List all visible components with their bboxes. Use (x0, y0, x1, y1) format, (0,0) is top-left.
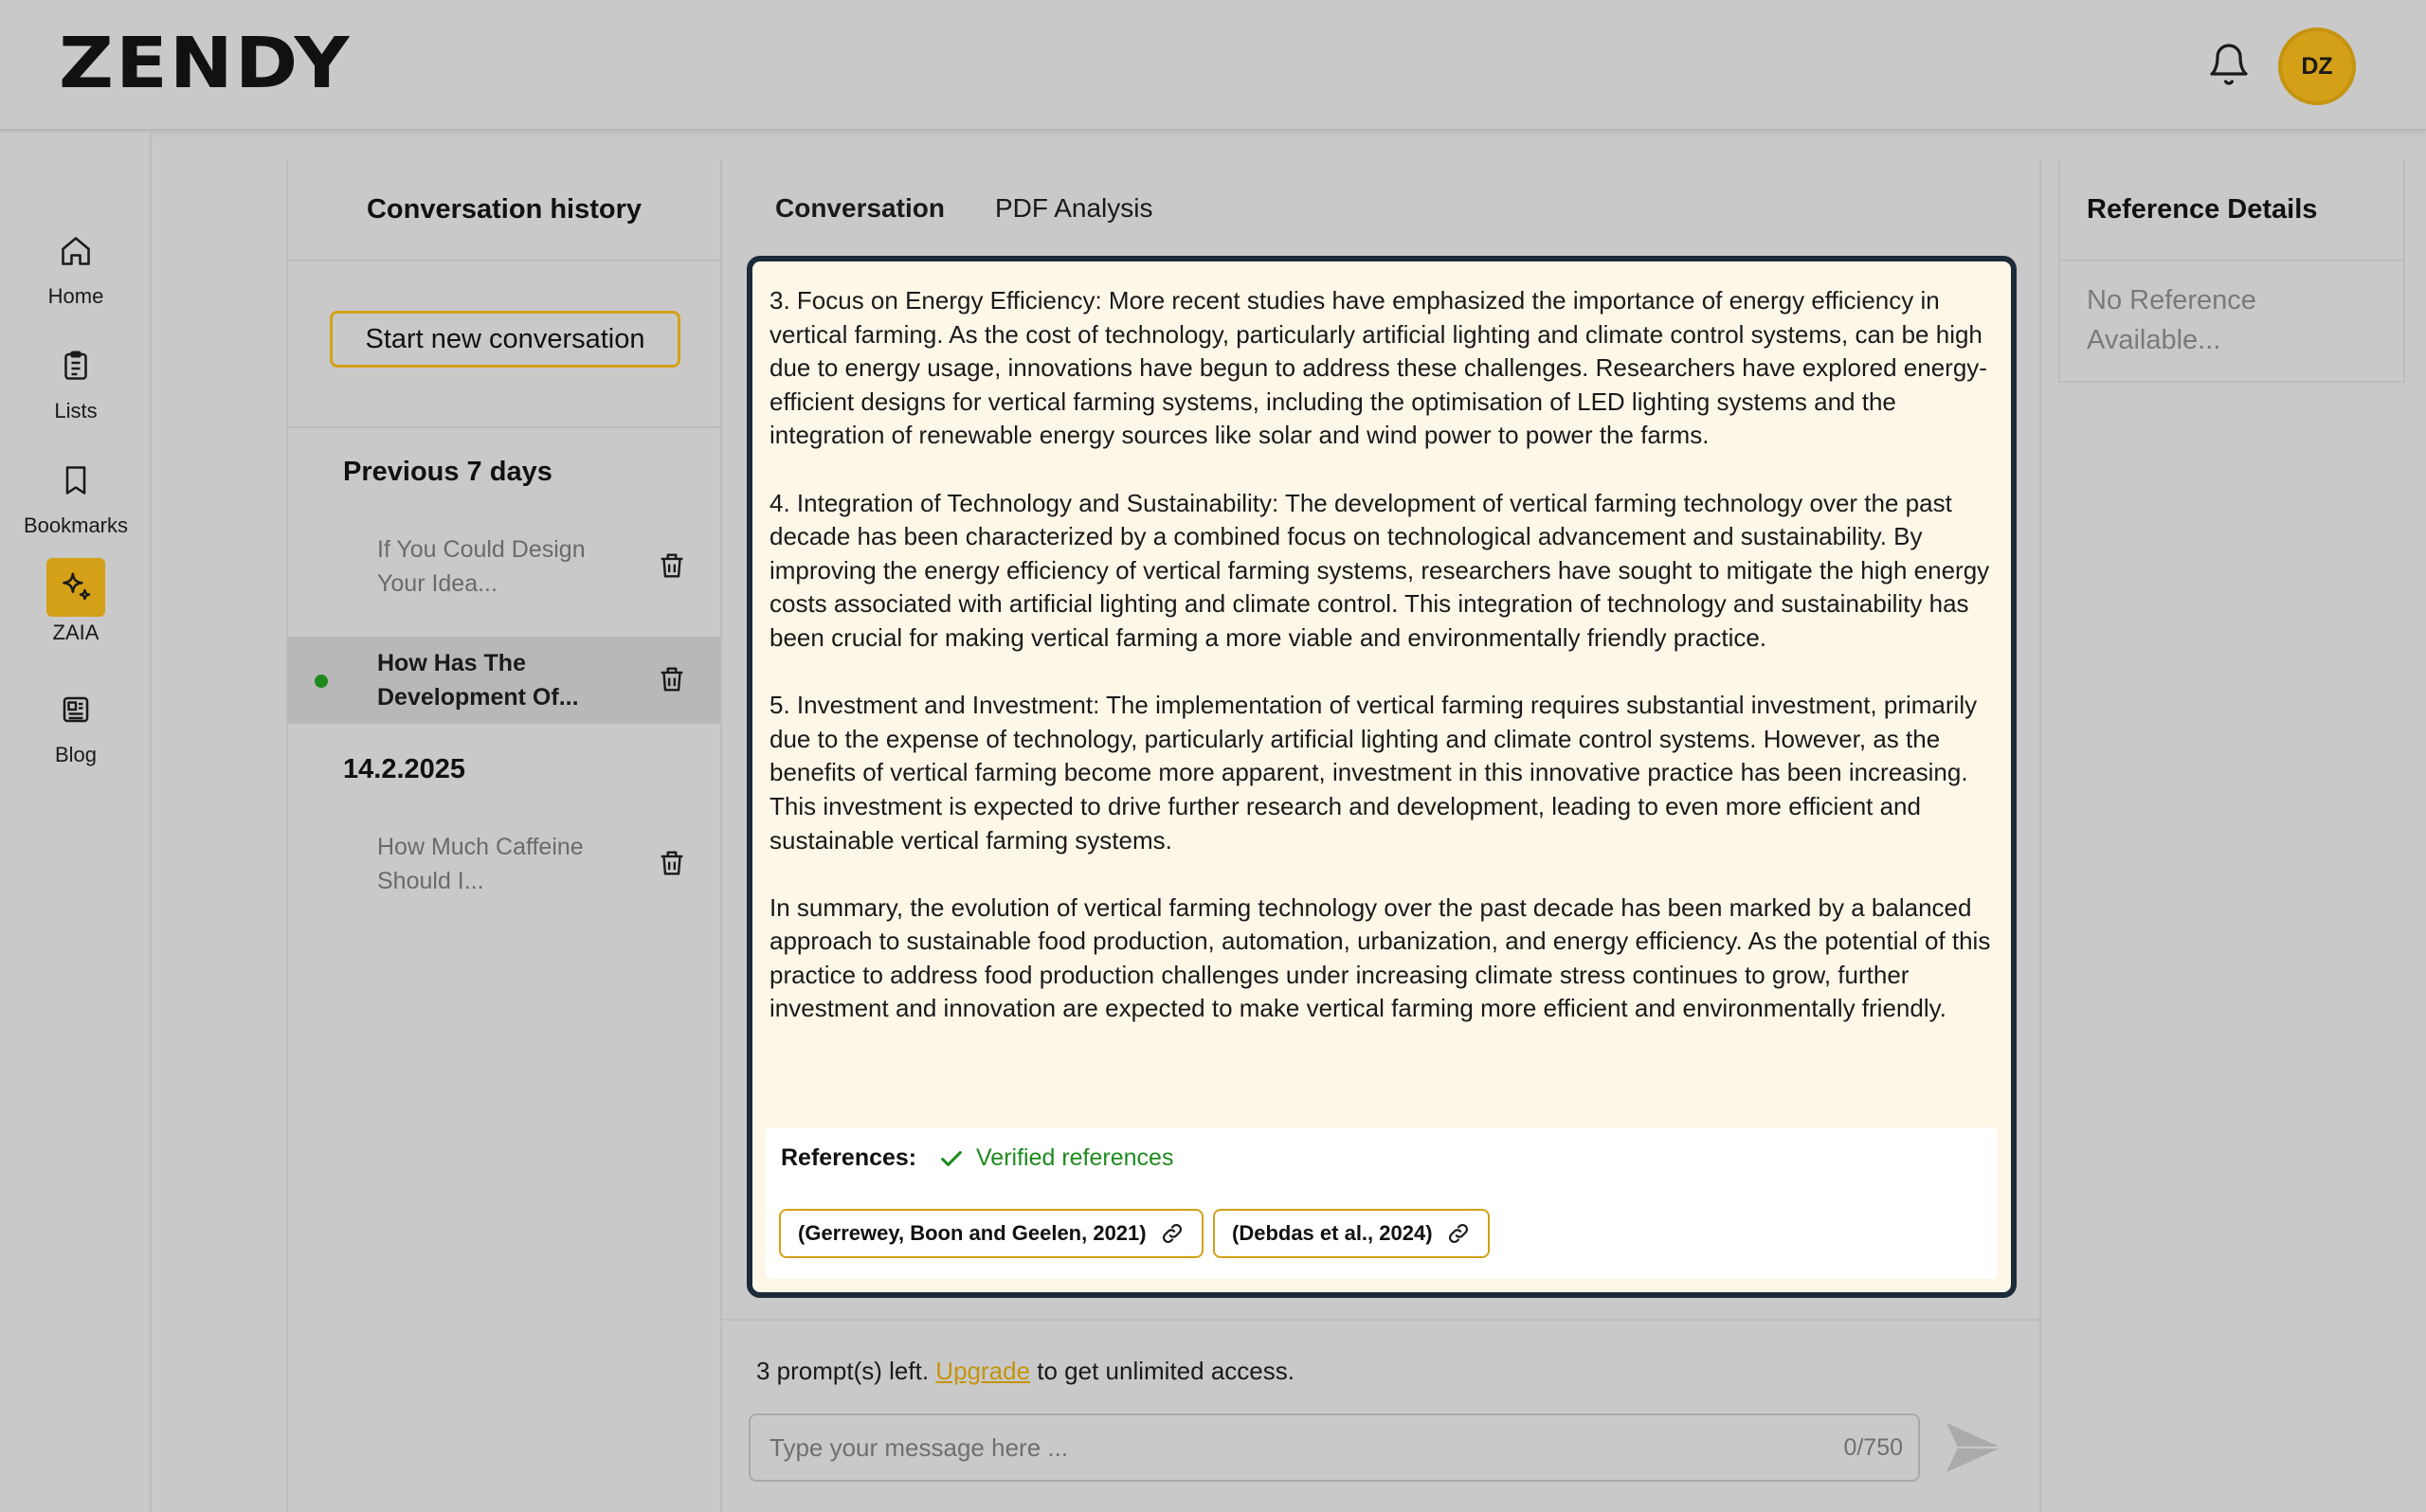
message-text (769, 284, 2001, 1060)
nav-label: Bookmarks (23, 513, 129, 537)
no-reference-text: No Reference Available... (2087, 285, 2256, 355)
prompts-left-suffix: to get unlimited access. (1037, 1357, 1294, 1385)
bell-icon[interactable] (2206, 42, 2252, 87)
conversation-tabs (722, 159, 2039, 261)
history-title: Conversation history (288, 159, 720, 261)
reference-chip[interactable] (1213, 1209, 1490, 1258)
assistant-message-card (747, 256, 2017, 1298)
nav-label: ZAIA (52, 621, 100, 644)
references-label: References: (781, 1144, 917, 1171)
message-input[interactable] (751, 1415, 1793, 1480)
new-conversation-section (288, 261, 720, 428)
group-title: Previous 7 days (343, 457, 552, 487)
verified-label: Verified references (976, 1144, 1174, 1171)
message-input-wrapper (749, 1413, 1920, 1482)
group-title: 14.2.2025 (343, 754, 466, 784)
prompts-left-notice (756, 1357, 1294, 1386)
zendy-logo[interactable]: ZENDY (59, 23, 352, 104)
nav-item-zaia[interactable] (0, 558, 152, 662)
top-bar (0, 0, 2426, 131)
prompts-left-text: 3 prompt(s) left. (756, 1357, 930, 1385)
link-icon (1160, 1221, 1185, 1246)
nav-label: Home (47, 284, 104, 308)
character-counter: 0/750 (1843, 1434, 1903, 1461)
conversation-history-panel (286, 159, 722, 1512)
reference-chip[interactable] (779, 1209, 1204, 1258)
tab-conversation[interactable]: Conversation (775, 193, 945, 223)
clipboard-icon (46, 336, 105, 395)
trash-icon[interactable] (656, 847, 688, 879)
nav-item-bookmarks[interactable] (0, 451, 152, 555)
conversation-title: How Much Caffeine Should I... (377, 834, 584, 894)
bookmark-icon (46, 451, 105, 510)
prompt-area (722, 1319, 2041, 1512)
references-box (766, 1127, 1998, 1279)
link-icon (1446, 1221, 1471, 1246)
tab-pdf-analysis[interactable]: PDF Analysis (995, 193, 1153, 223)
send-icon (1941, 1417, 2007, 1478)
upgrade-link[interactable]: Upgrade (935, 1357, 1031, 1385)
message-paragraph: 4. Integration of Technology and Sustainability: The development of vertical farming technology over the past decade has been characterized by a combined focus on technological advancement and sustainability. By improving the energy efficiency of vertical farming systems, researchers have sought to mitigate the high energy costs associated with artificial lighting and climate control. This integration of technology and sustainability has been crucial for making vertical farming a more viable and environmentally friendly practice. (769, 488, 1990, 652)
nav-item-lists[interactable] (0, 336, 152, 441)
nav-item-home[interactable] (0, 222, 152, 326)
newspaper-icon (46, 680, 105, 739)
message-paragraph: 5. Investment and Investment: The implementation of vertical farming requires substantial investment, primarily due to the expense of technology, particularly artificial lighting and climate control systems. However, as the benefits of vertical farming become more apparent, investment in this innovative practice has been increasing. This investment is expected to drive further research and development, leading to even more efficient and sustainable vertical farming systems. (769, 691, 1978, 855)
reference-details-panel (2058, 159, 2405, 383)
reference-label: (Gerrewey, Boon and Geelen, 2021) (798, 1221, 1147, 1245)
nav-item-blog[interactable] (0, 680, 152, 784)
user-avatar[interactable]: DZ (2278, 27, 2356, 105)
conversation-title: How Has The Development Of... (377, 650, 579, 711)
nav-label: Blog (54, 743, 98, 766)
message-paragraph: In summary, the evolution of vertical farming technology over the past decade has been marked by a balanced approach to sustainable food production, automation, urbanization, and energy efficiency. As the potential of this practice to address food production challenges under increasing climate stress continues to grow, further investment and innovation are expected to make vertical farming more efficient and environmentally friendly. (769, 892, 1991, 1023)
home-icon (46, 222, 105, 280)
trash-icon[interactable] (656, 549, 688, 582)
verified-references-status (938, 1144, 1173, 1172)
conversation-title: If You Could Design Your Idea... (377, 536, 586, 597)
sparkle-icon (46, 558, 105, 617)
active-dot (315, 675, 328, 688)
start-new-conversation-button[interactable]: Start new conversation (330, 311, 680, 368)
send-button[interactable] (1941, 1417, 2007, 1478)
conversation-item[interactable] (288, 523, 720, 610)
nav-label: Lists (54, 399, 98, 423)
check-icon (938, 1145, 965, 1172)
message-paragraph: 3. Focus on Energy Efficiency: More recent studies have emphasized the importance of energy efficiency in vertical farming. As the cost of technology, particularly artificial lighting and climate control systems, can be high due to energy usage, innovations have begun to address these challenges. Researchers have explored energy-efficient designs for vertical farming systems, including the optimisation of LED lighting systems and the integration of renewable energy sources like solar and wind power to power the farms. (769, 286, 1987, 450)
conversation-item[interactable] (288, 820, 720, 908)
reference-details-title: Reference Details (2060, 159, 2403, 261)
trash-icon[interactable] (656, 663, 688, 695)
left-navigation (0, 133, 152, 1512)
conversation-item-active[interactable] (288, 637, 720, 724)
reference-label: (Debdas et al., 2024) (1232, 1221, 1433, 1245)
